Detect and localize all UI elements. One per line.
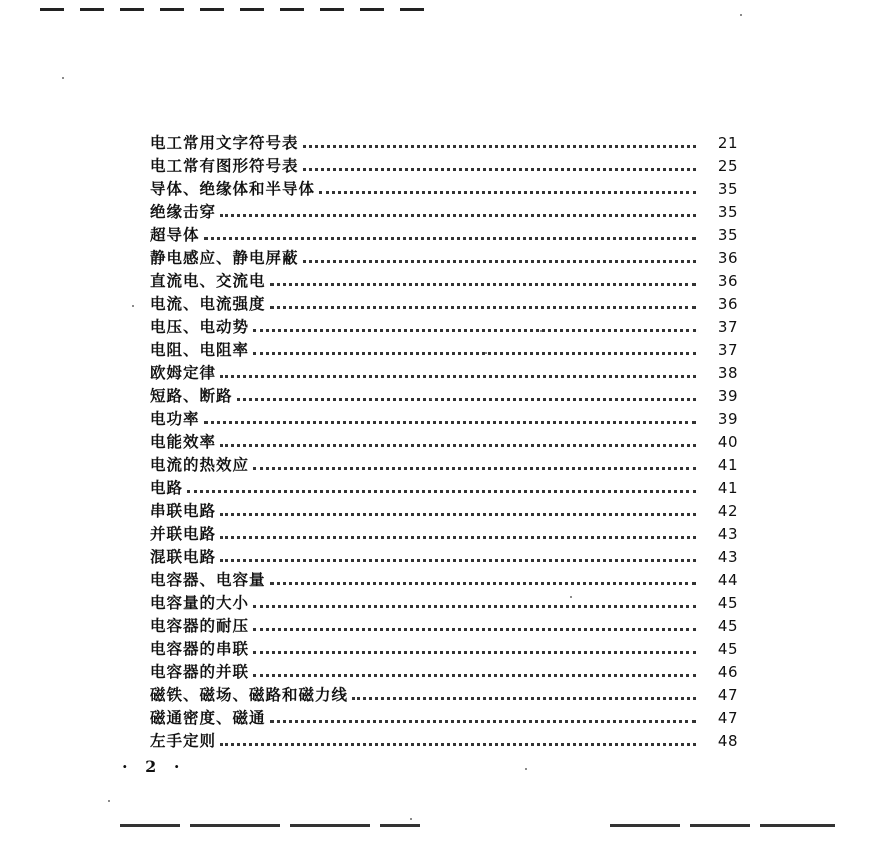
toc-entry-title: 电容器的串联 [150, 639, 250, 658]
toc-entry-page: 37 [717, 318, 738, 336]
toc-leader-dots [253, 673, 696, 677]
scan-speck [740, 14, 742, 16]
toc-entry [150, 682, 738, 705]
toc-leader-dots [220, 535, 696, 539]
toc-entry [150, 130, 738, 153]
toc-entry-page: 38 [717, 364, 738, 382]
toc-entry-title: 直流电、交流电 [150, 271, 266, 290]
toc-entry [150, 521, 738, 544]
toc-entry-page: 39 [717, 387, 738, 405]
toc-entry-title: 电阻、电阻率 [150, 340, 250, 359]
scan-bottom-marks [70, 824, 840, 830]
toc-entry-page: 45 [717, 640, 738, 658]
toc-entry-title: 电压、电动势 [150, 317, 250, 336]
toc-entry-page: 47 [717, 686, 738, 704]
toc-entry-title: 导体、绝缘体和半导体 [150, 179, 316, 198]
toc-entry-page: 35 [717, 180, 738, 198]
scan-speck [410, 818, 412, 820]
toc-entry-page: 40 [717, 433, 738, 451]
toc-entry [150, 636, 738, 659]
toc-leader-dots [253, 650, 696, 654]
page-number: · 2 · [122, 757, 186, 776]
toc-leader-dots [270, 305, 696, 309]
toc-entry [150, 452, 738, 475]
toc-entry [150, 406, 738, 429]
toc-entry-title: 左手定则 [150, 731, 217, 750]
toc-leader-dots [220, 742, 696, 746]
toc-entry-page: 25 [717, 157, 738, 175]
scan-speck [132, 305, 134, 307]
toc-leader-dots [253, 604, 696, 608]
toc-entry-title: 电功率 [150, 409, 200, 428]
scan-speck [485, 352, 487, 354]
scan-speck [525, 768, 527, 770]
toc-leader-dots [253, 627, 696, 631]
scan-speck [540, 330, 542, 332]
toc-leader-dots [303, 259, 696, 263]
toc-leader-dots [270, 581, 696, 585]
toc-entry-page: 45 [717, 617, 738, 635]
toc-entry [150, 728, 738, 751]
toc-entry-title: 串联电路 [150, 501, 217, 520]
toc-leader-dots [220, 443, 696, 447]
toc-entry-title: 混联电路 [150, 547, 217, 566]
toc-entry-page: 41 [717, 456, 738, 474]
toc-leader-dots [237, 397, 696, 401]
toc-entry [150, 222, 738, 245]
toc-leader-dots [220, 213, 696, 217]
toc-entry-title: 电容量的大小 [150, 593, 250, 612]
toc-entry-title: 绝缘击穿 [150, 202, 217, 221]
toc-leader-dots [303, 167, 696, 171]
toc-entry [150, 245, 738, 268]
toc-entry-page: 36 [717, 249, 738, 267]
toc-entry-title: 电容器的并联 [150, 662, 250, 681]
toc-entry [150, 337, 738, 360]
toc-leader-dots [253, 351, 696, 355]
toc-leader-dots [270, 282, 696, 286]
toc-entry-page: 43 [717, 548, 738, 566]
toc-leader-dots [204, 420, 696, 424]
toc-leader-dots [253, 328, 696, 332]
toc-leader-dots [187, 489, 696, 493]
toc-leader-dots [253, 466, 696, 470]
toc-entry-page: 36 [717, 295, 738, 313]
toc-entry [150, 590, 738, 613]
toc-entry-page: 21 [717, 134, 738, 152]
toc-entry-page: 36 [717, 272, 738, 290]
toc-entry [150, 544, 738, 567]
toc-entry [150, 291, 738, 314]
toc-entry [150, 429, 738, 452]
toc-entry-title: 电工常用文字符号表 [150, 133, 299, 152]
toc-entry-title: 短路、断路 [150, 386, 233, 405]
table-of-contents [150, 130, 738, 751]
toc-entry-page: 41 [717, 479, 738, 497]
toc-entry-page: 44 [717, 571, 738, 589]
toc-entry-title: 静电感应、静电屏蔽 [150, 248, 299, 267]
toc-leader-dots [204, 236, 696, 240]
toc-entry-title: 并联电路 [150, 524, 217, 543]
toc-entry-title: 电能效率 [150, 432, 217, 451]
toc-entry-page: 39 [717, 410, 738, 428]
toc-entry [150, 567, 738, 590]
toc-leader-dots [220, 374, 696, 378]
toc-entry-page: 35 [717, 226, 738, 244]
toc-entry [150, 199, 738, 222]
toc-entry [150, 314, 738, 337]
scan-top-marks [40, 8, 440, 12]
toc-entry-page: 48 [717, 732, 738, 750]
toc-entry-page: 37 [717, 341, 738, 359]
toc-entry-title: 电流、电流强度 [150, 294, 266, 313]
scan-speck [108, 800, 110, 802]
toc-entry-title: 电容器的耐压 [150, 616, 250, 635]
toc-entry [150, 705, 738, 728]
toc-entry-title: 电容器、电容量 [150, 570, 266, 589]
toc-entry [150, 475, 738, 498]
scan-speck [570, 596, 572, 598]
toc-entry-page: 42 [717, 502, 738, 520]
toc-entry-title: 电流的热效应 [150, 455, 250, 474]
toc-entry [150, 383, 738, 406]
toc-entry-page: 35 [717, 203, 738, 221]
toc-entry [150, 659, 738, 682]
toc-entry-page: 47 [717, 709, 738, 727]
toc-leader-dots [319, 190, 696, 194]
toc-entry-title: 电工常有图形符号表 [150, 156, 299, 175]
toc-entry [150, 498, 738, 521]
toc-leader-dots [220, 512, 696, 516]
toc-entry-title: 电路 [150, 478, 184, 497]
toc-entry-page: 43 [717, 525, 738, 543]
toc-leader-dots [220, 558, 696, 562]
toc-entry [150, 613, 738, 636]
toc-entry-page: 45 [717, 594, 738, 612]
toc-entry [150, 268, 738, 291]
toc-entry-page: 46 [717, 663, 738, 681]
toc-entry-title: 磁通密度、磁通 [150, 708, 266, 727]
toc-leader-dots [270, 719, 696, 723]
toc-entry [150, 153, 738, 176]
scan-speck [62, 77, 64, 79]
toc-entry [150, 176, 738, 199]
toc-entry-title: 超导体 [150, 225, 200, 244]
toc-entry-title: 磁铁、磁场、磁路和磁力线 [150, 685, 349, 704]
toc-entry [150, 360, 738, 383]
toc-leader-dots [303, 144, 696, 148]
toc-leader-dots [352, 696, 696, 700]
scan-speck [430, 398, 432, 400]
toc-entry-title: 欧姆定律 [150, 363, 217, 382]
